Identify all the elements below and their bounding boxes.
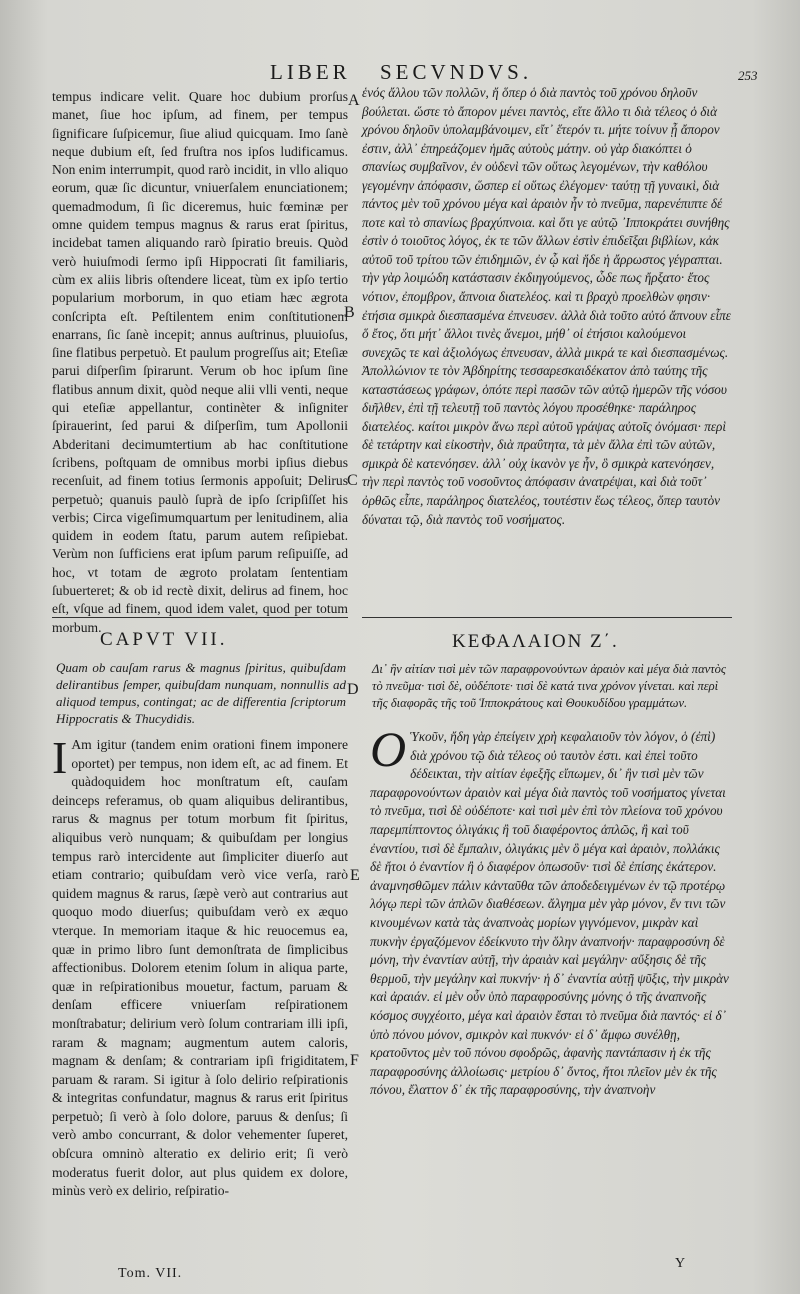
page-number: 253 — [738, 68, 758, 83]
drop-cap-greek: Ο — [370, 721, 407, 777]
chapter-summary-latin: Quam ob cauſam rarus & magnus ſpiritus, quibuſdam delirantibus ſemper, quibuſdam nunquam, nonnullis ad aliquod tempus, contingat; ac de differentia ſcriptorum Hippocratis & Thucydidis. — [56, 660, 346, 726]
latin-column-top — [52, 88, 348, 637]
margin-marker-c: C — [347, 472, 358, 489]
chapter-heading-latin: CAPVT VII. — [100, 629, 228, 650]
drop-cap-latin: I — [52, 732, 68, 783]
divider-left — [52, 617, 348, 618]
margin-marker-e: E — [350, 867, 360, 884]
greek-chapter-paragraph — [370, 721, 732, 1100]
margin-marker-b: B — [344, 304, 355, 321]
margin-marker-f: F — [350, 1052, 359, 1069]
latin-chapter-body — [52, 732, 348, 1201]
margin-marker-a: A — [348, 92, 360, 109]
greek-paragraph-top: ἑνός ἄλλου τῶν πολλῶν, ἤ ὅπερ ὁ διὰ παντὸς τοῦ χρόνου δηλοῦν βούλεται. ὥστε τὸ ἄπορον μένει παντὸς, εἴτε ἄλλο τι διὰ τέλεος ὁ διὰ χρόνου δηλοῦν ὑπολαμβάνοιμεν, εἴτ᾽ ἕτερόν τι. μήτε τοίνυν ᾖ ἄπορον ἐστιν, ἀλλ᾽ ἐπηρεάζομεν ἡμᾶς αὐτοὺς μάτην. οὐ γὰρ διακόπτει ὁ σπανίως συμβαῖνον, ἐν οὐδενὶ τῶν οὕτως λεγομένων, τὴν καθόλου γεγομένην ἀπόφασιν, ὥσπερ εἰ οὕτως ἐλέγομεν· ταύτῃ τῇ γυναικὶ, διὰ πάντος μὲν τοῦ χρόνου μέγα καὶ ἀραιὸν ἦν τὸ πνεῦμα, παρενέπιπτε δέ ποτε καὶ τὸ σπανίως βραχύπνοια. καὶ ὅτι γε αὐτῷ ᾽Ιπποκράτει συνήθης ἐστὶν ὁ τοιοῦτος λόγος, ἐκ τε τῶν ἄλλων ἐστὶν ἐπιδεῖξαι βιβλίων, κἀκ αὐτοῦ τοῦ τρίτου τῶν ἐπιδημιῶν, ἐν ᾧ καὶ ἥδε ἡ ἄρρωστος γέγραπται. τὴν γὰρ λοιμώδη κατάστασιν ἐκδιηγούμενος, ὧδε πως ἤρξατο· ἔτος νότιον, ἐπομβρον, ἄπνοια διατελέος. καὶ τι βραχὺ προελθὼν φησιν· ἐτήσια σμικρὰ διεσπασμένα ἐπνευσεν. ἀλλὰ διὰ τοῦτο αὐτό ἄπνουν εἶπε ὅ ἔτος, ὅτι μήτ᾽ ἄλλοι τινὲς ἄνεμοι, μήθ᾽ οἱ ἐτήσιοι καλούμενοι συνεχῶς τε καὶ ἀξιολόγως ἐπνευσαν, ἀλλὰ μικρά τε καὶ διεσπασμένως. Ἀπολλώνιον τε τὸν Ἀβδηρίτης τεσσαρεσκαιδέκατον ἀπὸ ταύτης τῆς καταστάσεως γράφων, ὁπότε περὶ πασῶν τῶν αὐτῷ ἡμερῶν τῆς νόσου διῆλθεν, ἐπὶ τῇ τελευτῇ τοῦ παντὸς λόγου προσέθηκε· παράληρος διατελέος. καίτοι μικρὸν ἄνω περὶ αὐτοῦ γράψας αὐτοῖς ὀνόμασι· περὶ δὲ τετάρτην καὶ εἰκοστὴν, διὰ πραΰτητα, τὰ μὲν ἄλλα ἐπὶ τῶν αὐτῶν, σμικρὰ δὲ κατενόησεν. ἀλλ᾽ οὐχ ἱκανὸν γε ἦν, ὃ σμικρὰ κατενόησεν, τὴν περὶ παντὸς τοῦ νοσοῦντος ἀπόφασιν ἀνατρέψαι, καὶ διὰ τοῦτ᾽ ὀρθῶς εἶπε, παράληρος διατελέος, τουτέστιν ἕως τέλεος, ὅπερ ταυτὸν δύναται τῷ, διὰ παντὸς τοῦ νοσήματος. — [362, 85, 731, 527]
running-head-liber: LIBER — [270, 60, 351, 84]
chapter-heading-greek: ΚΕΦΑΛΑΙΟΝ Ζ΄. — [452, 631, 619, 652]
greek-chapter-text: Ὑκοῦν, ἤδη γὰρ ἐπείγειν χρὴ κεφαλαιοῦν τὸν λόγον, ὁ (ἐπὶ) διὰ χρόνου τῷ διὰ τέλεος οὐ ταυτὸν ἐστι. καὶ ἐπεὶ τοῦτο δέδεικται, τὴν αἰτίαν ἐφεξῆς εἴπωμεν, δι᾽ ἣν τισὶ μὲν τῶν παραφρονούντων ἀραιὸν καὶ μέγα διὰ παντὸς τοῦ νοσήματος γίνεται τὸ πνεῦμα, τισὶ δὲ οὐδέποτε· καὶ τισὶ μὲν ἐπὶ τὸν πλείονα τοῦ χρόνου παρεμπίπτοντος ὀλιγάκις ἢ τοῦ διαφέροντος ἁπλῶς, ἢ καὶ τοῦ ἐναντίου, τισὶ δὲ ἔμπαλιν, ὀλιγάκις μὲν ὃ μέγα καὶ ἀραιὸν, πολλάκις δὲ ἤτοι ὁ ἐναντίον ἢ ὁ διαφέρον ὁπωσοῦν· τισὶ δὲ ἐπίσης ἑκάτερον. ἀναμνησθῶμεν πάλιν κἀνταῦθα τῶν ἀποδεδειγμένων ἐν τῷ προτέρῳ λόγῳ περὶ τῶν ἁπλῶν διαθέσεων. ἄλγημα μὲν γὰρ μόνον, ἔν τινι τῶν κινουμένων κατὰ τὰς ἀναπνοὰς μορίων γιγνόμενον, μικρὰν καὶ πυκνὴν ἐργαζόμενον ἐδείκνυτο τὴν ὅλην ἀναπνοήν· παραφροσύνη δὲ μόνη, τὴν ἐναντίαν αὐτῇ, τὴν ἀραιὰν καὶ μεγάλην· αὔξησις δὲ τῆς θερμοῦ, τὴν μεγάλην καὶ πυκνήν· ἡ δ᾽ ἐναντία αὐτῇ ψῦξις, τὴν μικρὰν καὶ ἀραιάν. εἰ μὲν οὖν ὑπὸ παραφροσύνης μόνης ὁ τῆς ἀναπνοῆς κόσμος συγχέοιτο, μέγα καὶ ἀραιὸν ἔσται τὸ πνεῦμα διὰ παντός· εἰ δ᾽ ὑπὸ πόνου μόνον, σμικρὸν καὶ πυκνόν· εἰ δ᾽ ἄμφω συνέλθῃ, κρατοῦντος μὲν τοῦ πόνου σφοδρῶς, ἀφανὴς παντάπασιν ἡ ἐκ τῆς παραφροσύνης ἀλλοίωσις· μετρίου δ᾽ ὄντος, ἤτοι πλεῖον μὲν ἐκ τῆς πόνου, ἔλαττον δ᾽ ἐκ τῆς παραφροσύνης, τὴν ἀναπνοὴν — [370, 729, 729, 1098]
greek-chapter-body — [370, 721, 732, 1100]
greek-column-top — [362, 84, 732, 529]
divider-right — [362, 617, 732, 618]
volume-label: Tom. VII. — [118, 1266, 183, 1281]
latin-chapter-text: Am igitur (tandem enim orationi finem imponere oportet) per tempus, non idem eſt, ac ad finem. Et quàdoquidem hoc monſtratum eſt, cauſam deinceps referamus, ob quam aliquibus delirantibus, rarus & magnus per totum morbum fit ſpiritus, aliquibus verò nunquam; & quibuſdam per longius tempus rarò intercidente aut ſimpliciter diuerſo aut etiam contrario; quibuſdam verò vice verſa, rarò quidem magnus & rarus, ſæpè verò aut contrarius aut quoquo modo diuerſus; quibuſdam verò ex æquo vterque. In memoriam itaque & hic reuocemus ea, quæ in primo libro ſunt demonſtrata de ſimplicibus affectionibus. Dolorem etenim ſolum in aliqua parte, quæ in reſpirationibus mouetur, factum, paruam & denſam efficere vniuerſam reſpirationem monſtrabatur; delirium verò ſolum contrariam illi ipſi, raram & magnam; augmentum autem caloris, magnam & denſam; & contrariam ipſi frigiditatem, paruam & raram. Si igitur à ſolo delirio reſpirationis & integritas confundatur, magnus & rarus erit ſpiritus perpetuò; ſi verò à ſolo dolore, paruus & denſus; ſi verò ambo concurrant, & dolor vehementer ſuperet, obſcura omninò alteratio ex delirio erit; ſi verò moderatus fuerit dolor, aut plus quidem ex dolore, minùs verò ex delirio, reſpiratio- — [52, 737, 348, 1199]
latin-chapter-paragraph — [52, 732, 348, 1201]
signature-mark: Y — [675, 1256, 686, 1271]
chapter-summary-greek: Δι᾽ ἣν αἰτίαν τισὶ μὲν τῶν παραφρονούντων ἀραιὸν καὶ μέγα διὰ παντὸς τὸ πνεῦμα· τισὶ δὲ, οὐδέποτε· τισὶ δὲ κατά τινα χρόνον γίνεται. καὶ περὶ τῆς διαφορᾶς τῆς τοῦ Ἱπποκράτους καὶ Θουκυδίδου γραμμάτων. — [372, 662, 726, 710]
running-head-secundus: SECVNDVS. — [380, 60, 533, 84]
latin-paragraph-top: tempus indicare velit. Quare hoc dubium prorſus manet, ſiue hoc ipſum, ad finem, per tempus ſignificare ſuſpicemur, ſiue aliud quicquam. Imo ſanè neque dubium eſt, ſed fruſtra nos ipſos ludificamus. Non enim interrumpit, quod rarò incidit, in vllo aliquo eorum, quæ ſic dicuntur, vniuerſalem enunciationem; quemadmodum, ſi ſic diceremus, huic fœminæ per omne quidem tempus magnus & rarus erat ſpiritus, incidebat tamen aliquando rarò ſpiratio breuis. Quòd verò huiuſmodi ſermo ipſi Hippocrati ſit familiaris, cùm ex aliis libris oſtendere liceat, tùm ex ipſo tertio popularium morborum, in quo etiam hæc ægrota conſcripta eſt. Peſtilentem enim conſtitutionem enarrans, ſic ſanè incepit; annus auſtrinus, pluuioſus, ſine flatibus perpetuò. Et paulum progreſſus ait; Eteſiæ parui diſperſim ſpirarunt. Verum ob hoc ipſum ſine flatibus annum dixit, quòd neque alii vlli venti, neque qui eteſiæ appellantur, continèter & inſigniter ſpirauerint, ſed parui & diſperſim, tum Apollonii Abderitani decimumtertium ab hac conſtitutione ſcribens, poſtquam de omnibus morbi ipſius diebus recenſuit, ad finem totius ſermonis appoſuit; Delirus perpetuò; quanuis paulò ſuprà de ipſo ſcripſiſſet his verbis; Circa vigeſimumquartum per lenitudinem, alia quidem in eodem ſtatu, parum autem reſipiebat. Verùm non ſufficiens erat ipſum parum reſipuiſſe, ad hoc, vt totam de ægroto prolatam ſententiam ſubuerteret; & ob id rectè dixit, delirus ad finem, hoc eſt, vſque ad finem, quod idem valet, quod per totum morbum. — [52, 89, 348, 635]
margin-marker-d: D — [347, 681, 359, 698]
